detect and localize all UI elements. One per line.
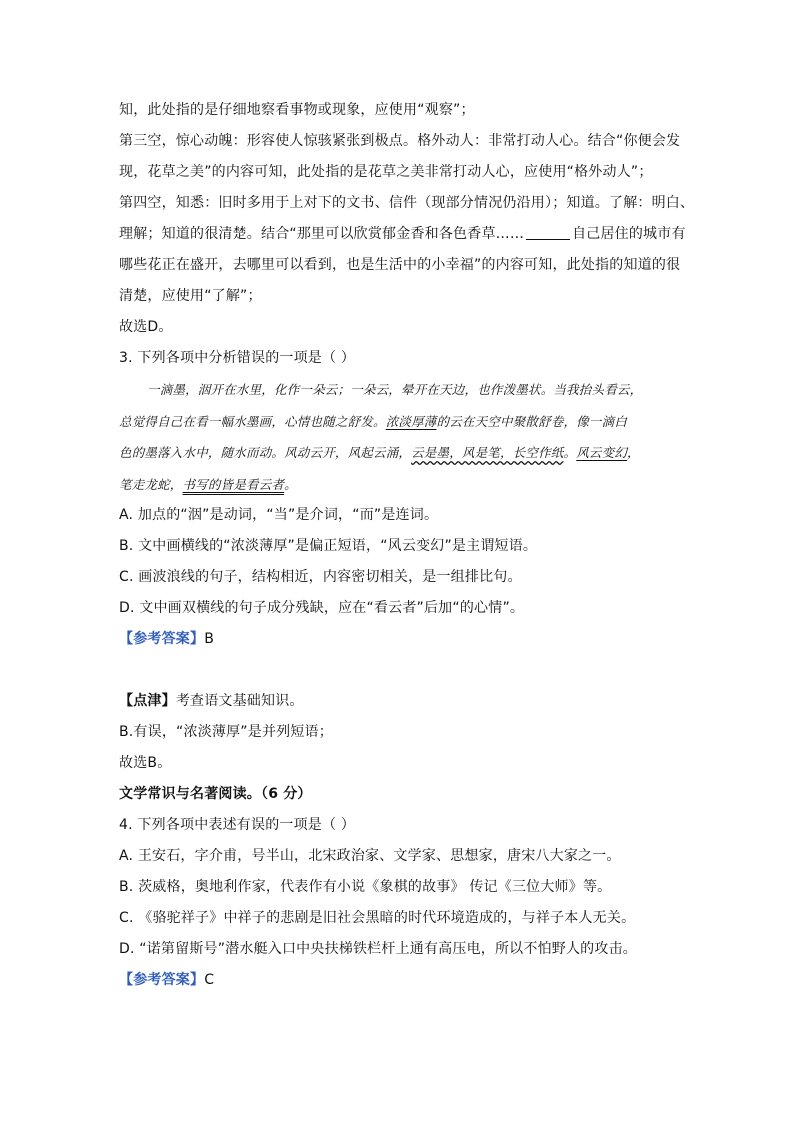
text-line: 清楚，应使用“了解”； bbox=[119, 288, 262, 304]
text-line: 第四空，知悉：旧时多用于上对下的文书、信件（现部分情况仍沿用）；知道。了解：明白、 bbox=[119, 195, 695, 211]
reading-passage bbox=[119, 374, 679, 500]
answer-value: C bbox=[204, 972, 215, 988]
text-line: 现，花草之美”的内容可知，此处指的是花草之美非常打动人心，应使用“格外动人”； bbox=[119, 164, 653, 180]
answer-line bbox=[119, 965, 679, 996]
text-span: 。 bbox=[563, 445, 577, 460]
option-b: B. 文中画横线的“浓淡薄厚”是偏正短语，“风云变幻”是主谓短语。 bbox=[119, 538, 538, 554]
text-span: 理解；知道的很清楚。结合“那里可以欣赏郁金香和各色香草…… bbox=[119, 226, 525, 242]
answer-tag: 【参考答案】 bbox=[119, 972, 205, 988]
option-d: D. “诺第留斯号”潜水艇入口中央扶梯铁栏杆上通有高压电，所以不怕野人的攻击。 bbox=[119, 941, 637, 957]
text-span: 笔走龙蛇， bbox=[119, 476, 183, 492]
text-span: 色的墨落入水中，随水而动。风动云开，风起云涌， bbox=[119, 445, 412, 460]
text-span: 总觉得自己在看一幅水墨画，心情也随之舒发。 bbox=[119, 413, 386, 429]
explanation-line: B.有误，“浓淡薄厚”是并列短语； bbox=[119, 724, 333, 740]
document-page bbox=[119, 95, 695, 996]
section-heading: 文学常识与名著阅读。（6 分） bbox=[119, 786, 312, 802]
note-text: 考查语文基础知识。 bbox=[175, 693, 304, 709]
option-c: C. 画波浪线的句子，结构相近，内容密切相关，是一组排比句。 bbox=[119, 569, 522, 585]
question-stem: 3. 下列各项中分析错误的一项是（ ） bbox=[119, 350, 356, 366]
option-a: A. 王安石，字介甫，号半山，北宋政治家、文学家、思想家，唐宋八大家之一。 bbox=[119, 848, 621, 864]
passage-line bbox=[119, 437, 679, 469]
option-d: D. 文中画双横线的句子成分残缺，应在“看云者”后加“的心情”。 bbox=[119, 600, 525, 616]
passage-line: 一滴墨，洇开在水里，化作一朵云；一朵云，晕开在天边，也作泼墨状。当我抬头看云， bbox=[147, 382, 643, 397]
text-span: ， bbox=[627, 445, 640, 460]
text-line: 哪些花正在盛开，去哪里可以看到，也是生活中的小幸福”的内容可知，此处指的知道的很 bbox=[119, 257, 681, 273]
underlined-phrase: 浓淡厚薄 bbox=[385, 413, 437, 429]
spacer bbox=[119, 655, 679, 686]
option-a: A. 加点的“洇”是动词，“当”是介词，“而”是连词。 bbox=[119, 507, 439, 523]
explanation-line: 故选B。 bbox=[119, 755, 172, 771]
note-line bbox=[119, 686, 679, 717]
text-span: 自己居住的城市有 bbox=[572, 226, 686, 242]
underlined-phrase: 风云变幻 bbox=[576, 445, 628, 460]
passage-line bbox=[119, 469, 679, 501]
passage-line bbox=[119, 406, 679, 438]
text-line bbox=[119, 219, 686, 250]
text-line: 知，此处指的是仔细地察看事物或现象，应使用“观察”； bbox=[119, 102, 475, 118]
text-span: 。 bbox=[284, 476, 297, 492]
answer-tag: 【参考答案】 bbox=[119, 631, 205, 647]
text-line: 故选D。 bbox=[119, 319, 173, 335]
text-line: 第三空，惊心动魄：形容使人惊骇紧张到极点。格外动人：非常打动人心。结合“你便会发 bbox=[119, 133, 681, 149]
wavy-underlined-sentence: 云是墨，风是笔，长空作纸 bbox=[411, 445, 564, 460]
answer-value: B bbox=[204, 631, 215, 647]
text-span: 的云在天空中聚散舒卷，像一滴白 bbox=[436, 413, 628, 429]
option-b: B. 茨威格，奥地利作家，代表作有小说《象棋的故事》 传记《三位大师》等。 bbox=[119, 879, 612, 895]
fill-blank bbox=[526, 225, 570, 240]
answer-line bbox=[119, 624, 679, 655]
option-c: C. 《骆驼祥子》中祥子的悲剧是旧社会黑暗的时代环境造成的，与祥子本人无关。 bbox=[119, 910, 636, 926]
note-tag: 【点津】 bbox=[119, 693, 176, 709]
question-stem: 4. 下列各项中表述有误的一项是（ ） bbox=[119, 817, 356, 833]
double-underlined-sentence: 书写的皆是看云者 bbox=[182, 476, 285, 492]
